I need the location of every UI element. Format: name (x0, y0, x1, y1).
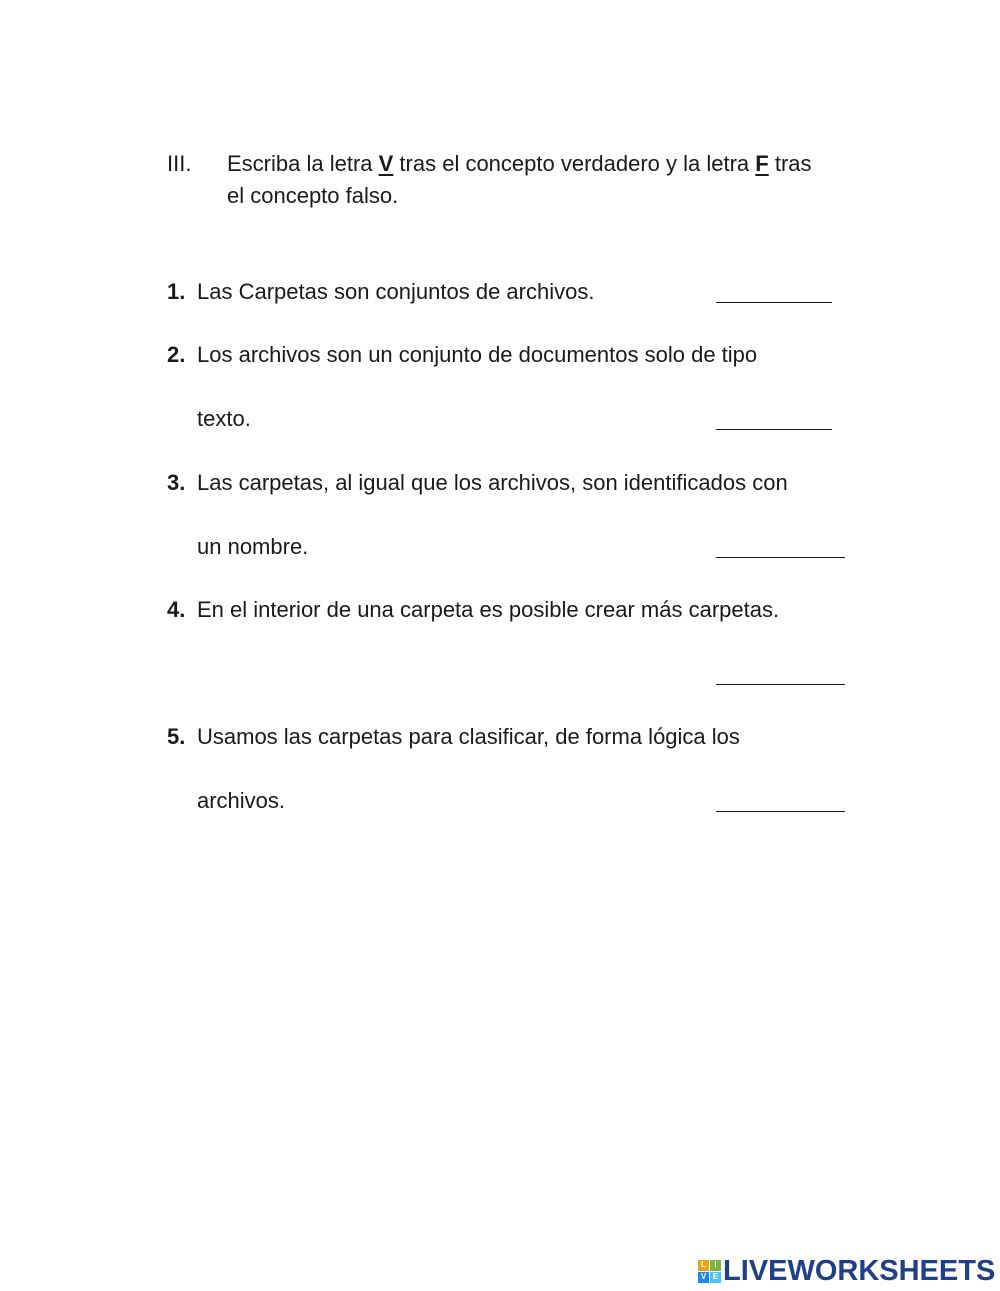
answer-blank[interactable] (716, 811, 845, 812)
section-numeral: III. (167, 151, 192, 176)
question-text: Los archivos son un conjunto de documentos solo de tipo (197, 342, 758, 367)
logo-mark-letter: I (710, 1260, 721, 1271)
question-text: un nombre. (197, 534, 309, 559)
instruction-text: tras el concepto verdadero y la letra (393, 151, 756, 176)
liveworksheets-logo (698, 1256, 995, 1286)
false-letter: F (755, 151, 769, 176)
question-text: texto. (197, 406, 251, 431)
answer-blank[interactable] (716, 557, 845, 558)
instruction-line-2: el concepto falso. (227, 183, 399, 208)
question-text: Las carpetas, al igual que los archivos, son identificados con (197, 470, 788, 495)
logo-mark-icon (698, 1260, 721, 1283)
logo-mark-letter: L (698, 1260, 709, 1271)
instruction-text: Escriba la letra (227, 151, 379, 176)
question-number: 3. (167, 470, 186, 495)
question-text: Usamos las carpetas para clasificar, de forma lógica los (197, 724, 740, 749)
question-text: Las Carpetas son conjuntos de archivos. (197, 279, 595, 304)
question-number: 5. (167, 724, 186, 749)
logo-mark-letter: V (698, 1272, 709, 1283)
instruction-text: tras (768, 151, 812, 176)
answer-blank[interactable] (716, 429, 832, 430)
answer-blank[interactable] (716, 302, 832, 303)
logo-mark-letter: E (710, 1272, 721, 1283)
question-number: 1. (167, 279, 186, 304)
question-text: archivos. (197, 788, 286, 813)
instruction-line-1 (227, 151, 812, 177)
logo-text: LIVEWORKSHEETS (723, 1255, 996, 1287)
question-number: 2. (167, 342, 186, 367)
true-letter: V (378, 151, 394, 176)
question-number: 4. (167, 597, 186, 622)
question-text: En el interior de una carpeta es posible crear más carpetas. (197, 597, 780, 622)
answer-blank[interactable] (716, 684, 845, 685)
